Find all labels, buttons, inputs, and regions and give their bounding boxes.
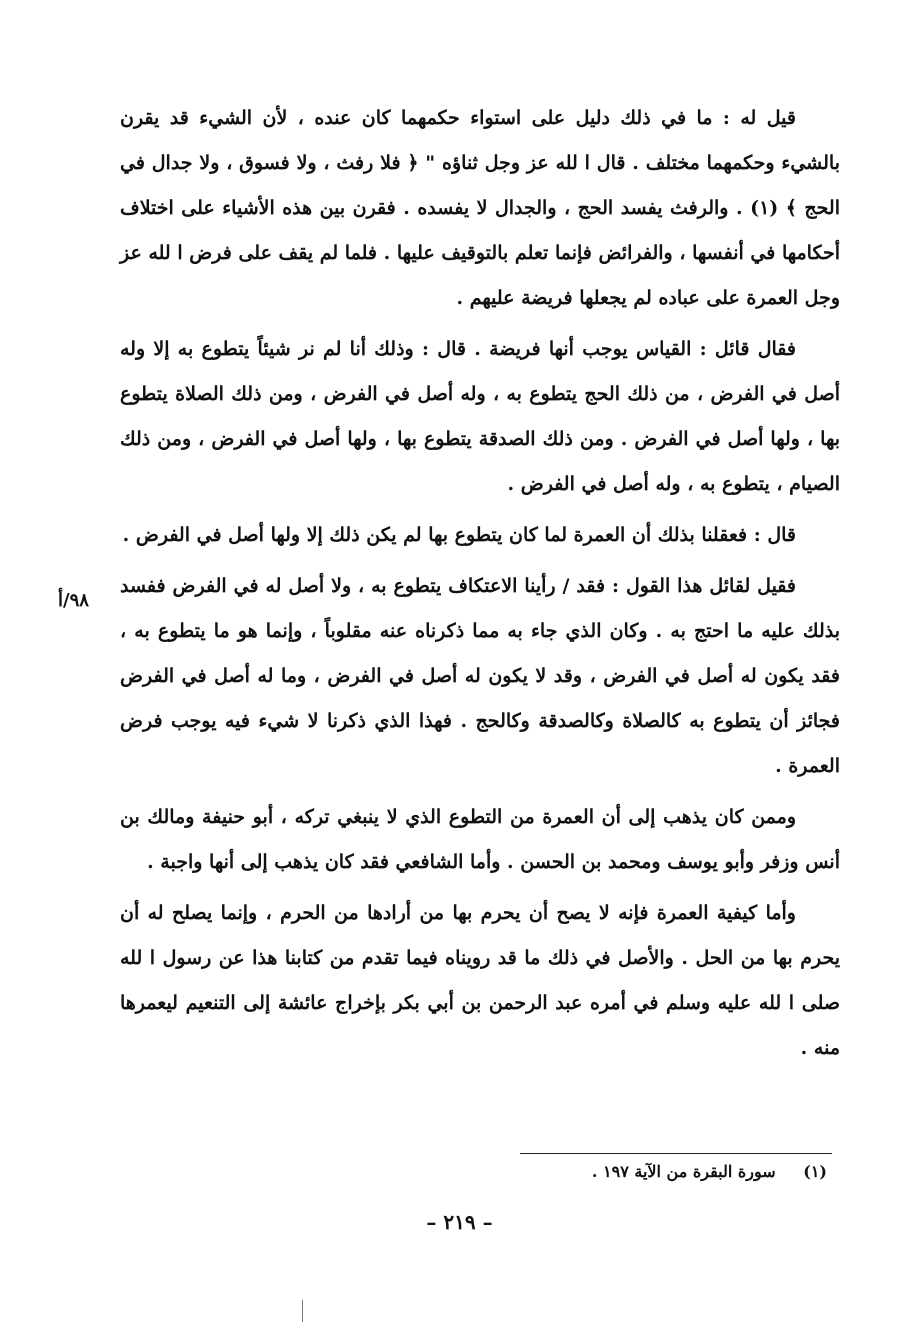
footnote [592,1162,827,1181]
paragraph-2: فقال قائل : القياس يوجب أنها فريضة . قال : وذلك أنا لم نر شيئاً يتطوع به إلا وله أصل في الفرض ، من ذلك الحج يتطوع به ، وله أصل في الفرض ، ومن ذلك الصلاة يتطوع بها ، ولها أصل في الفرض . ومن ذلك الصدقة يتطوع بها ، ولها أصل في الفرض ، ومن ذلك الصيام ، يتطوع به ، وله أصل في الفرض . [120,338,840,495]
paragraph-4: فقيل لقائل هذا القول : فقد / رأينا الاعتكاف يتطوع به ، ولا أصل له في الفرض ففسد بذلك عليه ما احتج به . وكان الذي جاء به مما ذكرناه عنه مقلوباً ، وإنما هو ما يتطوع به ، فقد يكون له أصل في الفرض ، وقد لا يكون له أصل في الفرض ، وما له أصل في الفرض فجائز أن يتطوع به كالصلاة وكالصدقة وكالحج . فهذا الذي ذكرنا لا شيء فيه يوجب فرض العمرة . [120,575,840,777]
paragraph-5: وممن كان يذهب إلى أن العمرة من التطوع الذي لا ينبغي تركه ، أبو حنيفة ومالك بن أنس وزفر وأبو يوسف ومحمد بن الحسن . وأما الشافعي فقد كان يذهب إلى أنها واجبة . [120,806,840,873]
page-number: – ٢١٩ – [426,1210,493,1234]
folio-margin-note: ٩٨/أ [58,590,89,611]
footnote-divider [520,1153,832,1154]
main-text [120,96,840,1077]
footnote-text: سورة البقرة من الآية ١٩٧ . [591,1162,776,1181]
scan-artifact-line [302,1300,303,1322]
paragraph-6: وأما كيفية العمرة فإنه لا يصح أن يحرم بها من أرادها من الحرم ، وإنما يصلح له أن يحرم بها من الحل . والأصل في ذلك ما قد رويناه فيما تقدم من كتابنا هذا عن رسول ا لله صلى ا لله عليه وسلم في أمره عبد الرحمن بن أبي بكر بإخراج عائشة إلى التنعيم ليعمرها منه . [120,902,840,1059]
paragraph-1: قيل له : ما في ذلك دليل على استواء حكمهما كان عنده ، لأن الشيء قد يقرن بالشيء وحكمهما مختلف . قال ا لله عز وجل ثناؤه " ﴿ فلا رفث ، ولا فسوق ، ولا جدال في الحج ﴾ (١) . والرفث يفسد الحج ، والجدال لا يفسده . فقرن بين هذه الأشياء على اختلاف أحكامها في أنفسها ، والفرائض فإنما تعلم بالتوقيف عليها . فلما لم يقف على فرض ا لله عز وجل العمرة على عباده لم يجعلها فريضة عليهم . [120,107,840,309]
footnote-number: (١) [803,1162,827,1181]
paragraph-3: قال : فعقلنا بذلك أن العمرة لما كان يتطوع بها لم يكن ذلك إلا ولها أصل في الفرض . [122,524,796,546]
